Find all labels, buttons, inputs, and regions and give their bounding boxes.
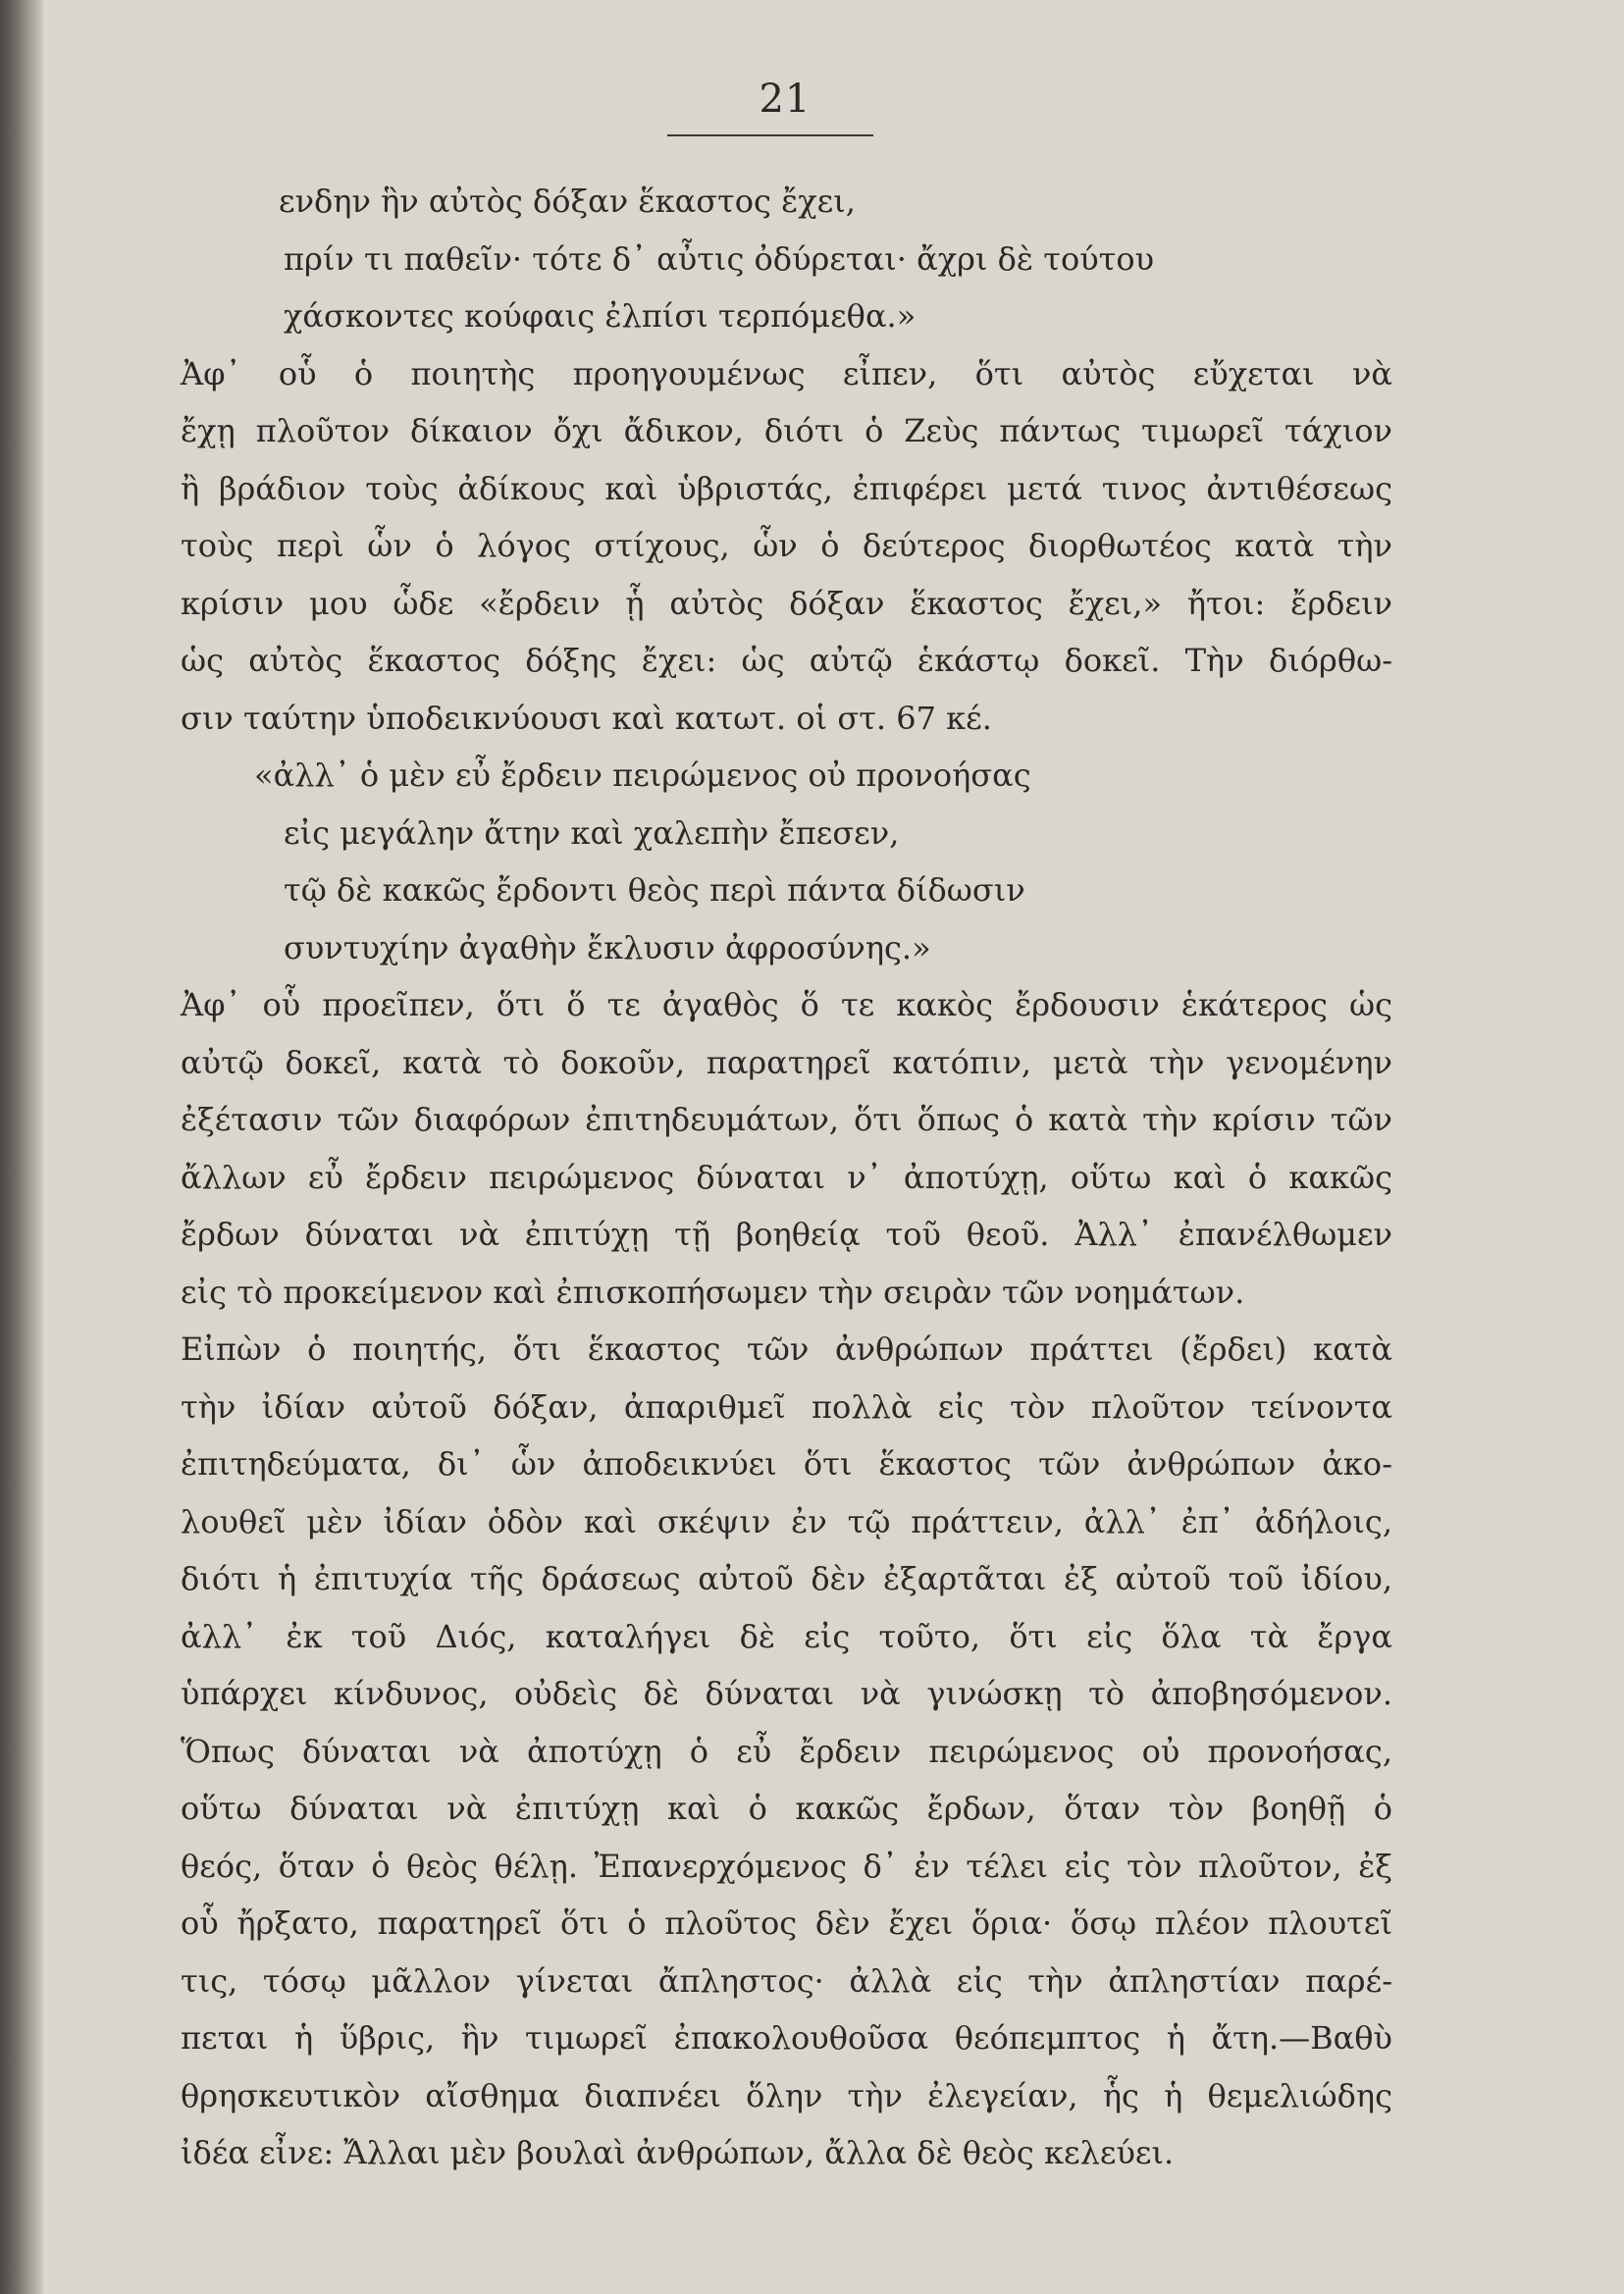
- text-line: τοὺς περὶ ὧν ὁ λόγος στίχους, ὧν ὁ δεύτερος διορθωτέος κατὰ τὴν: [181, 527, 1392, 564]
- text-line: ἢ βράδιον τοὺς ἀδίκους καὶ ὑβριστάς, ἐπιφέρει μετά τινος ἀντιθέσεως: [181, 469, 1392, 507]
- text-line: σιν ταύτην ὑποδεικνύουσι καὶ κατωτ. οἱ στ. 67 κέ.: [181, 699, 992, 737]
- text-line: ἰδέα εἶνε: Ἄλλαι μὲν βουλαὶ ἀνθρώπων, ἄλλα δὲ θεὸς κελεύει.: [181, 2134, 1175, 2171]
- text-line: τὴν ἰδίαν αὐτοῦ δόξαν, ἀπαριθμεῖ πολλὰ εἰς τὸν πλοῦτον τείνοντα: [181, 1387, 1392, 1426]
- text-line: εἰς μεγάλην ἄτην καὶ χαλεπὴν ἔπεσεν,: [284, 813, 900, 852]
- text-line: Εἰπὼν ὁ ποιητής, ὅτι ἕκαστος τῶν ἀνθρώπων πράττει (ἔρδει) κατὰ: [181, 1330, 1392, 1368]
- text-line: λουθεῖ μὲν ἰδίαν ὁδὸν καὶ σκέψιν ἐν τῷ πράττειν, ἀλλ᾽ ἐπ᾽ ἀδήλοις,: [181, 1502, 1392, 1540]
- text-line: οὕτω δύναται νὰ ἐπιτύχῃ καὶ ὁ κακῶς ἔρδων, ὅταν τὸν βοηθῇ ὁ: [181, 1790, 1392, 1827]
- text-line: κρίσιν μου ὧδε «ἔρδειν ᾗ αὐτὸς δόξαν ἕκαστος ἔχει,» ἤτοι: ἔρδειν: [181, 584, 1392, 622]
- text-line: διότι ἡ ἐπιτυχία τῆς δράσεως αὐτοῦ δὲν ἐξαρτᾶται ἐξ αὐτοῦ τοῦ ἰδίου,: [181, 1560, 1392, 1597]
- text-line: ὑπάρχει κίνδυνος, οὐδεὶς δὲ δύναται νὰ γινώσκῃ τὸ ἀποβησόμενον.: [181, 1675, 1392, 1712]
- text-line: Ἀφ᾽ οὗ ὁ ποιητὴς προηγουμένως εἶπεν, ὅτι αὐτὸς εὔχεται νὰ: [181, 354, 1392, 392]
- text-line: ἔρδων δύναται νὰ ἐπιτύχῃ τῇ βοηθείᾳ τοῦ θεοῦ. Ἀλλ᾽ ἐπανέλθωμεν: [181, 1216, 1392, 1253]
- text-line: πεται ἡ ὕβρις, ἣν τιμωρεῖ ἐπακολουθοῦσα θεόπεμπτος ἡ ἄτη.—Βαθὺ: [181, 2019, 1392, 2057]
- text-line: εἰς τὸ προκείμενον καὶ ἐπισκοπήσωμεν τὴν σειρὰν τῶν νοημάτων.: [181, 1273, 1245, 1311]
- header-rule: [667, 134, 873, 136]
- text-line: Ὅπως δύναται νὰ ἀποτύχῃ ὁ εὖ ἔρδειν πειρώμενος οὐ προνοήσας,: [181, 1732, 1392, 1770]
- page-number: 21: [759, 77, 812, 122]
- body-text: [181, 173, 1392, 2182]
- text-line: χάσκοντες κούφαις ἐλπίσι τερπόμεθα.»: [284, 297, 917, 335]
- text-line: ἐξέτασιν τῶν διαφόρων ἐπιτηδευμάτων, ὅτι ὅπως ὁ κατὰ τὴν κρίσιν τῶν: [181, 1101, 1392, 1138]
- text-line: ἀλλ᾽ ἐκ τοῦ Διός, καταλήγει δὲ εἰς τοῦτο, ὅτι εἰς ὅλα τὰ ἔργα: [181, 1617, 1392, 1655]
- text-line: αὐτῷ δοκεῖ, κατὰ τὸ δοκοῦν, παρατηρεῖ κατόπιν, μετὰ τὴν γενομένην: [181, 1043, 1392, 1081]
- text-line: ἔχῃ πλοῦτον δίκαιον ὄχι ἄδικον, διότι ὁ Ζεὺς πάντως τιμωρεῖ τάχιον: [181, 412, 1392, 449]
- text-line: ἐπιτηδεύματα, δι᾽ ὧν ἀποδεικνύει ὅτι ἕκαστος τῶν ἀνθρώπων ἀκο-: [181, 1445, 1392, 1483]
- text-line: θεός, ὅταν ὁ θεὸς θέλῃ. Ἐπανερχόμενος δ᾽ ἐν τέλει εἰς τὸν πλοῦτον, ἐξ: [181, 1847, 1392, 1885]
- text-line: «ἀλλ᾽ ὁ μὲν εὖ ἔρδειν πειρώμενος οὐ προνοήσας: [254, 756, 1031, 794]
- text-line: συντυχίην ἀγαθὴν ἔκλυσιν ἀφροσύνης.»: [284, 928, 931, 966]
- text-line: τῷ δὲ κακῶς ἔρδοντι θεὸς περὶ πάντα δίδωσιν: [284, 871, 1025, 909]
- text-line: ἄλλων εὖ ἔρδειν πειρώμενος δύναται ν᾽ ἀποτύχῃ, οὕτω καὶ ὁ κακῶς: [181, 1158, 1392, 1196]
- text-line: τις, τόσῳ μᾶλλον γίνεται ἄπληστος· ἀλλὰ εἰς τὴν ἀπληστίαν παρέ-: [181, 1961, 1392, 2000]
- text-line: Ἀφ᾽ οὗ προεῖπεν, ὅτι ὅ τε ἀγαθὸς ὅ τε κακὸς ἔρδουσιν ἑκάτερος ὡς: [181, 986, 1392, 1023]
- text-line: πρίν τι παθεῖν· τότε δ᾽ αὖτις ὀδύρεται· ἄχρι δὲ τούτου: [284, 239, 1155, 278]
- text-line: θρησκευτικὸν αἴσθημα διαπνέει ὅλην τὴν ἐλεγείαν, ἧς ἡ θεμελιώδης: [181, 2076, 1392, 2114]
- text-line: ὡς αὐτὸς ἕκαστος δόξης ἔχει: ὡς αὐτῷ ἑκάστῳ δοκεῖ. Τὴν διόρθω-: [181, 642, 1392, 679]
- text-line: οὗ ἤρξατο, παρατηρεῖ ὅτι ὁ πλοῦτος δὲν ἔχει ὅρια· ὅσῳ πλέον πλουτεῖ: [181, 1904, 1392, 1942]
- book-spine-shadow: [0, 0, 43, 2294]
- text-line: ενδην ἣν αὐτὸς δόξαν ἕκαστος ἔχει,: [279, 182, 856, 220]
